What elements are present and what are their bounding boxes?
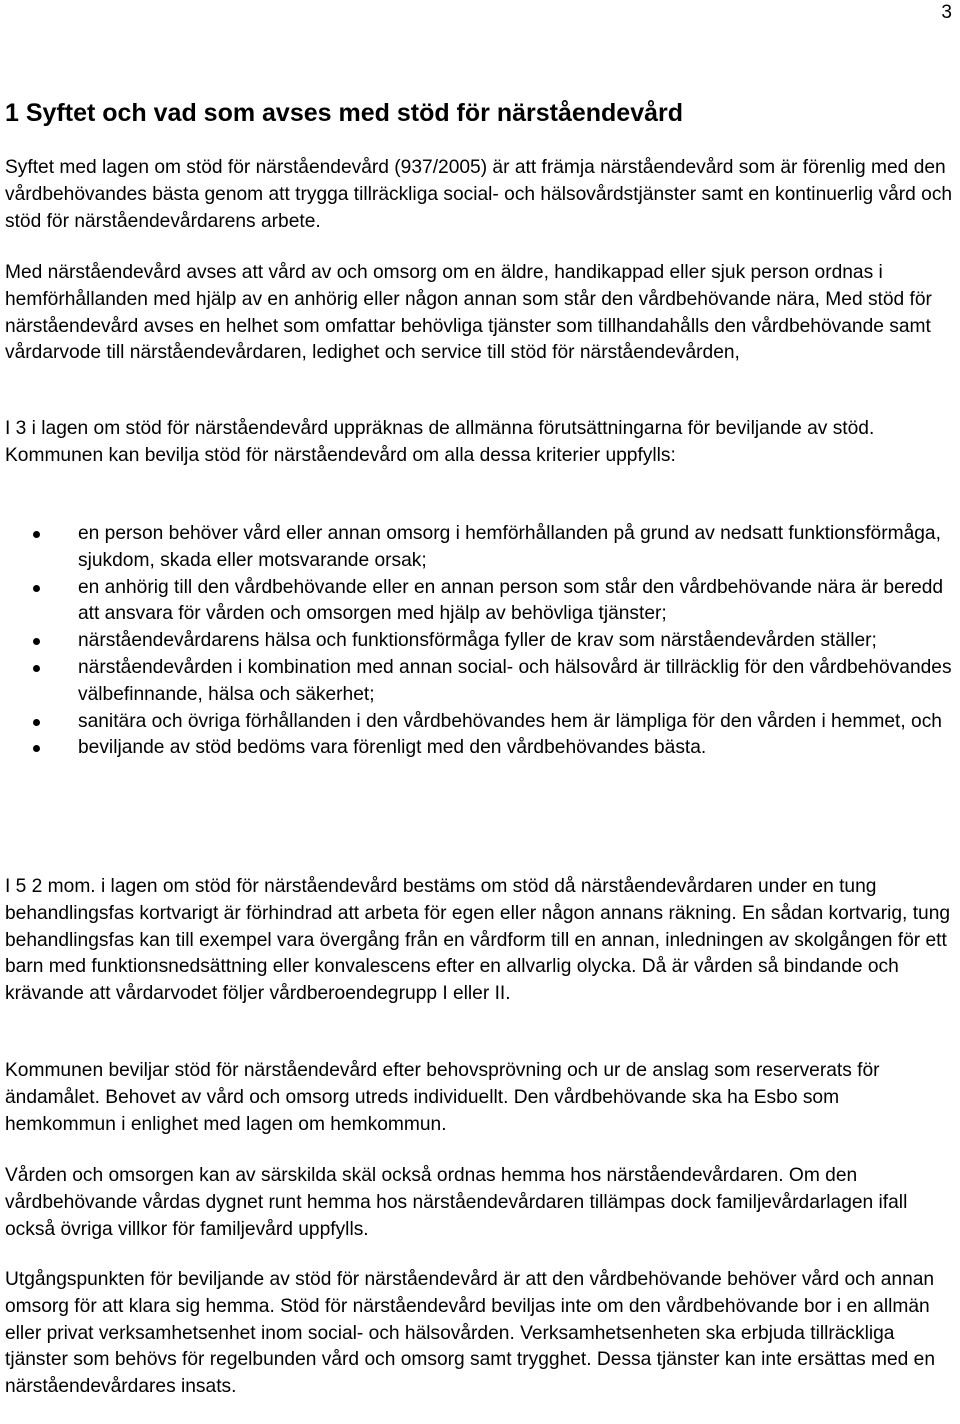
- bullet-icon: [33, 745, 40, 752]
- paragraph-municipality: Kommunen beviljar stöd för närståendevård efter behovsprövning och ur de anslag som reserverats för ändamålet. Behovet av vård och omsorg utreds individuellt. Den vårdbehövande ska ha Esbo som hemkommun i enlighet med lagen om hemkommun.: [5, 1060, 880, 1135]
- bullet-icon: [33, 585, 40, 592]
- paragraph-criteria-intro: I 3 i lagen om stöd för närståendevård uppräknas de allmänna förutsättningarna för beviljande av stöd. Kommunen kan bevilja stöd för närståendevård om alla dessa kriterier uppfylls:: [5, 418, 875, 466]
- list-item: [5, 575, 955, 629]
- list-item: [5, 521, 955, 575]
- list-item-text: en anhörig till den vårdbehövande eller en annan person som står den vårdbehövande nära är beredd att ansvara för vården och omsorgen med hjälp av behövliga tjänster;: [78, 576, 944, 625]
- list-item-text: sanitära och övriga förhållanden i den vårdbehövandes hem är lämpliga för den vården i hemmet, och: [78, 710, 942, 732]
- bullet-icon: [33, 719, 40, 726]
- list-item-text: beviljande av stöd bedöms vara förenligt med den vårdbehövandes bästa.: [78, 737, 707, 759]
- paragraph-purpose: Syftet med lagen om stöd för närståendevård (937/2005) är att främja närståendevård som är förenlig med den vårdbehövandes bästa genom att trygga tillräckliga social- och hälsovårdstjänster samt en kontinuerlig vård och stöd för närståendevårdarens arbete.: [5, 157, 953, 232]
- section-heading: 1 Syftet och vad som avses med stöd för närståendevård: [5, 99, 684, 127]
- bullet-icon: [33, 638, 40, 645]
- bullet-icon: [33, 665, 40, 672]
- paragraph-starting-point: Utgångspunkten för beviljande av stöd för närståendevård är att den vårdbehövande behöver vård och annan omsorg för att klara sig hemma. Stöd för närståendevård beviljas inte om den vårdbehövande bor i en allmän eller privat verksamhetsenhet inom social- och hälsovården. Verksamhetsenheten ska erbjuda tillräckliga tjänster som behövs för regelbunden vård och omsorg samt trygghet. Dessa tjänster kan inte ersättas med en närståendevårdares insats.: [5, 1269, 936, 1398]
- paragraph-definition: Med närståendevård avses att vård av och omsorg om en äldre, handikappad eller sjuk person ordnas i hemförhållanden med hjälp av en anhörig eller någon annan som står den vårdbehövande nära, Med stöd för närståendevård avses en helhet som omfattar behövliga tjänster som tillhandahålls den vårdbehövande samt vårdarvode till närståendevårdaren, ledighet och service till stöd för närståendevården,: [5, 262, 932, 364]
- list-item-text: en person behöver vård eller annan omsorg i hemförhållanden på grund av nedsatt funktionsförmåga, sjukdom, skada eller motsvarande orsak;: [78, 523, 941, 571]
- list-item-text: närståendevården i kombination med annan social- och hälsovård är tillräcklig för den vårdbehövandes välbefinnande, hälsa och säkerhet;: [78, 656, 952, 705]
- list-item: [5, 655, 955, 709]
- page-number: 3: [941, 2, 952, 23]
- paragraph-care-location: Vården och omsorgen kan av särskilda skäl också ordnas hemma hos närståendevårdaren. Om den vårdbehövande vårdas dygnet runt hemma hos närståendevårdaren tillämpas dock familjevårdarlagen ifall också övriga villkor för familjevård uppfylls.: [5, 1165, 908, 1240]
- list-item: [5, 735, 955, 762]
- list-item: [5, 628, 955, 655]
- bullet-icon: [33, 531, 40, 538]
- list-item: [5, 709, 955, 736]
- paragraph-short-term: I 5 2 mom. i lagen om stöd för närståendevård bestäms om stöd då närståendevårdaren under en tung behandlingsfas kortvarigt är förhindrad att arbeta för egen eller någon annans räkning. En sådan kortvarig, tung behandlingsfas kan till exempel vara övergång från en vårdform till en annan, inledningen av skolgången för ett barn med funktionsnedsättning eller konvalescens efter en allvarlig olycka. Då är vården så bindande och krävande att vårdarvodet följer vårdberoendegrupp I eller II.: [5, 876, 951, 1005]
- criteria-list: [5, 521, 955, 762]
- list-item-text: närståendevårdarens hälsa och funktionsförmåga fyller de krav som närståendevården ställer;: [78, 630, 877, 652]
